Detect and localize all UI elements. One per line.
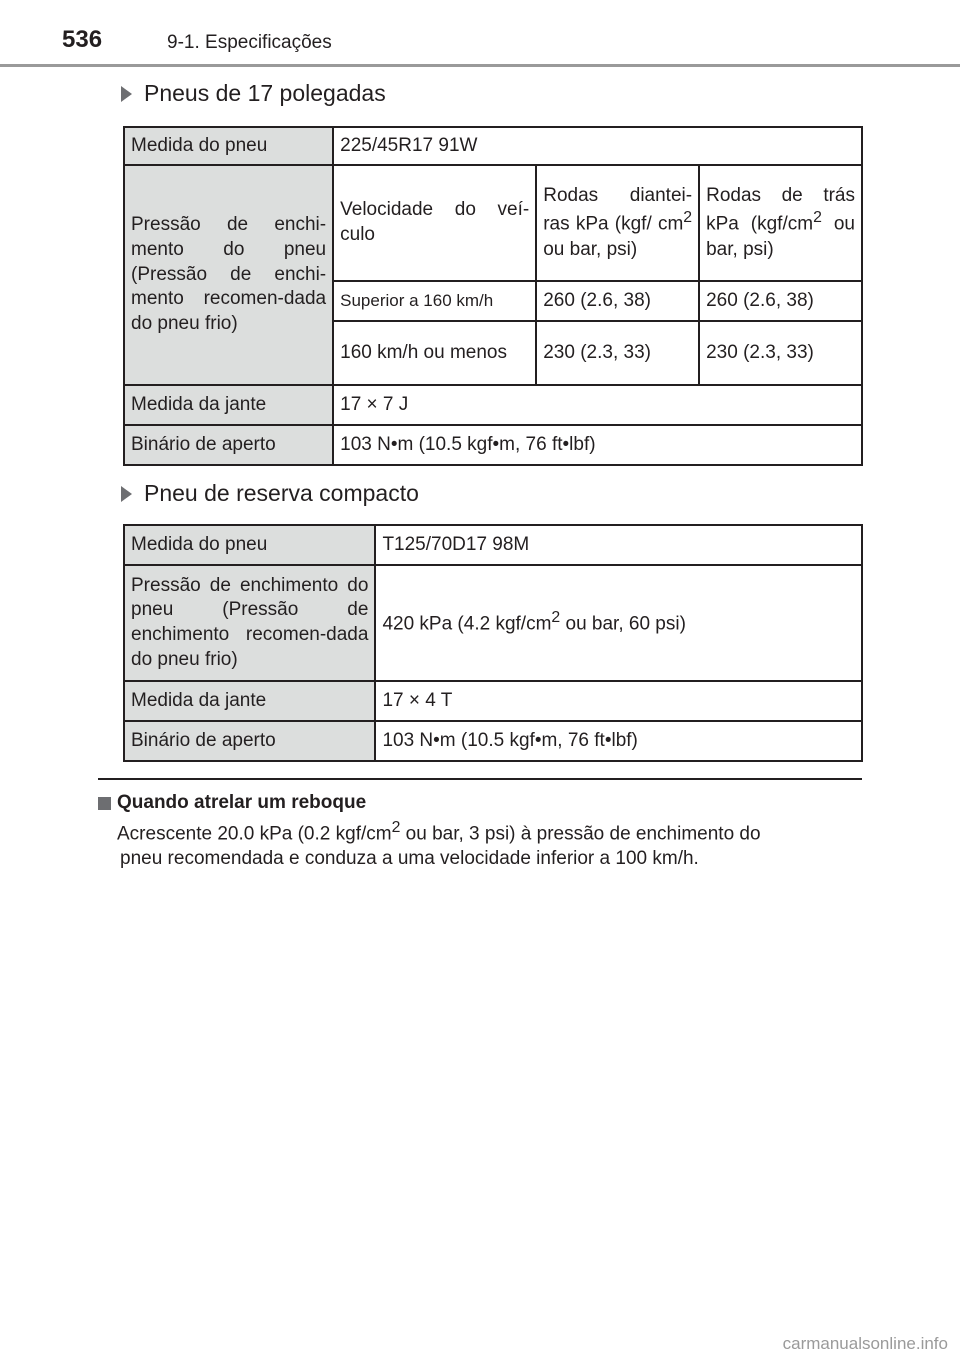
front-pressure-cell: 230 (2.3, 33) [536,321,699,385]
rim-size-label: Medida da jante [124,385,333,425]
square-bullet-icon [98,797,111,810]
rim-size-value: 17 × 4 T [375,681,862,721]
rear-pressure-cell: 260 (2.6, 38) [699,281,862,321]
section-header: 9-1. Especificações [167,32,332,53]
rim-size-value: 17 × 7 J [333,385,862,425]
tire-size-value: T125/70D17 98M [375,525,862,565]
note-divider [98,778,862,780]
torque-label: Binário de aperto [124,721,375,761]
pressure-value: 420 kPa (4.2 kgf/$cm^2$ ou bar, 60 psi) [375,565,862,681]
triangle-bullet-icon [121,486,132,502]
torque-label: Binário de aperto [124,425,333,465]
tire-size-label: Medida do pneu [124,127,333,165]
col-speed-header: Velocidade do veí-culo [333,165,536,281]
note-line: pneu recomendada e conduza a uma velocidade inferior a 100 km/h. [120,848,699,870]
col-front-header: Rodas diantei-ras kPa (kgf/ $cm^2$ ou bar, psi) [536,165,699,281]
pressure-label: Pressão de enchi-mento do pneu (Pressão de enchi-mento recomen-dada do pneu frio) [124,165,333,385]
tire-spec-table-17-inch [123,126,863,466]
speed-cell: 160 km/h ou menos [333,321,536,385]
rim-size-label: Medida da jante [124,681,375,721]
tire-size-value: 225/45R17 91W [333,127,862,165]
rear-pressure-cell: 230 (2.3, 33) [699,321,862,385]
tire-spec-table-spare [123,524,863,762]
header-divider [0,64,960,67]
section-title-spare: Pneu de reserva compacto [121,480,419,507]
torque-value: 103 N•m (10.5 kgf•m, 76 ft•lbf) [375,721,862,761]
section-title-17-inch: Pneus de 17 polegadas [121,80,386,107]
torque-value: 103 N•m (10.5 kgf•m, 76 ft•lbf) [333,425,862,465]
triangle-bullet-icon [121,86,132,102]
speed-cell: Superior a 160 km/h [333,281,536,321]
note-body [117,818,877,872]
tire-size-label: Medida do pneu [124,525,375,565]
pressure-label: Pressão de enchimento do pneu (Pressão de enchimento recomen-dada do pneu frio) [124,565,375,681]
front-pressure-cell: 260 (2.6, 38) [536,281,699,321]
page-number: 536 [62,26,103,53]
note-line: Acrescente 20.0 kPa (0.2 kgf/$cm^2$ ou bar, 3 psi) à pressão de enchimento do [117,819,761,845]
watermark: carmanualsonline.info [782,1334,948,1353]
col-rear-header: Rodas de trás kPa ($kgf/cm^2$ ou bar, psi) [699,165,862,281]
note-title: Quando atrelar um reboque [98,792,366,814]
